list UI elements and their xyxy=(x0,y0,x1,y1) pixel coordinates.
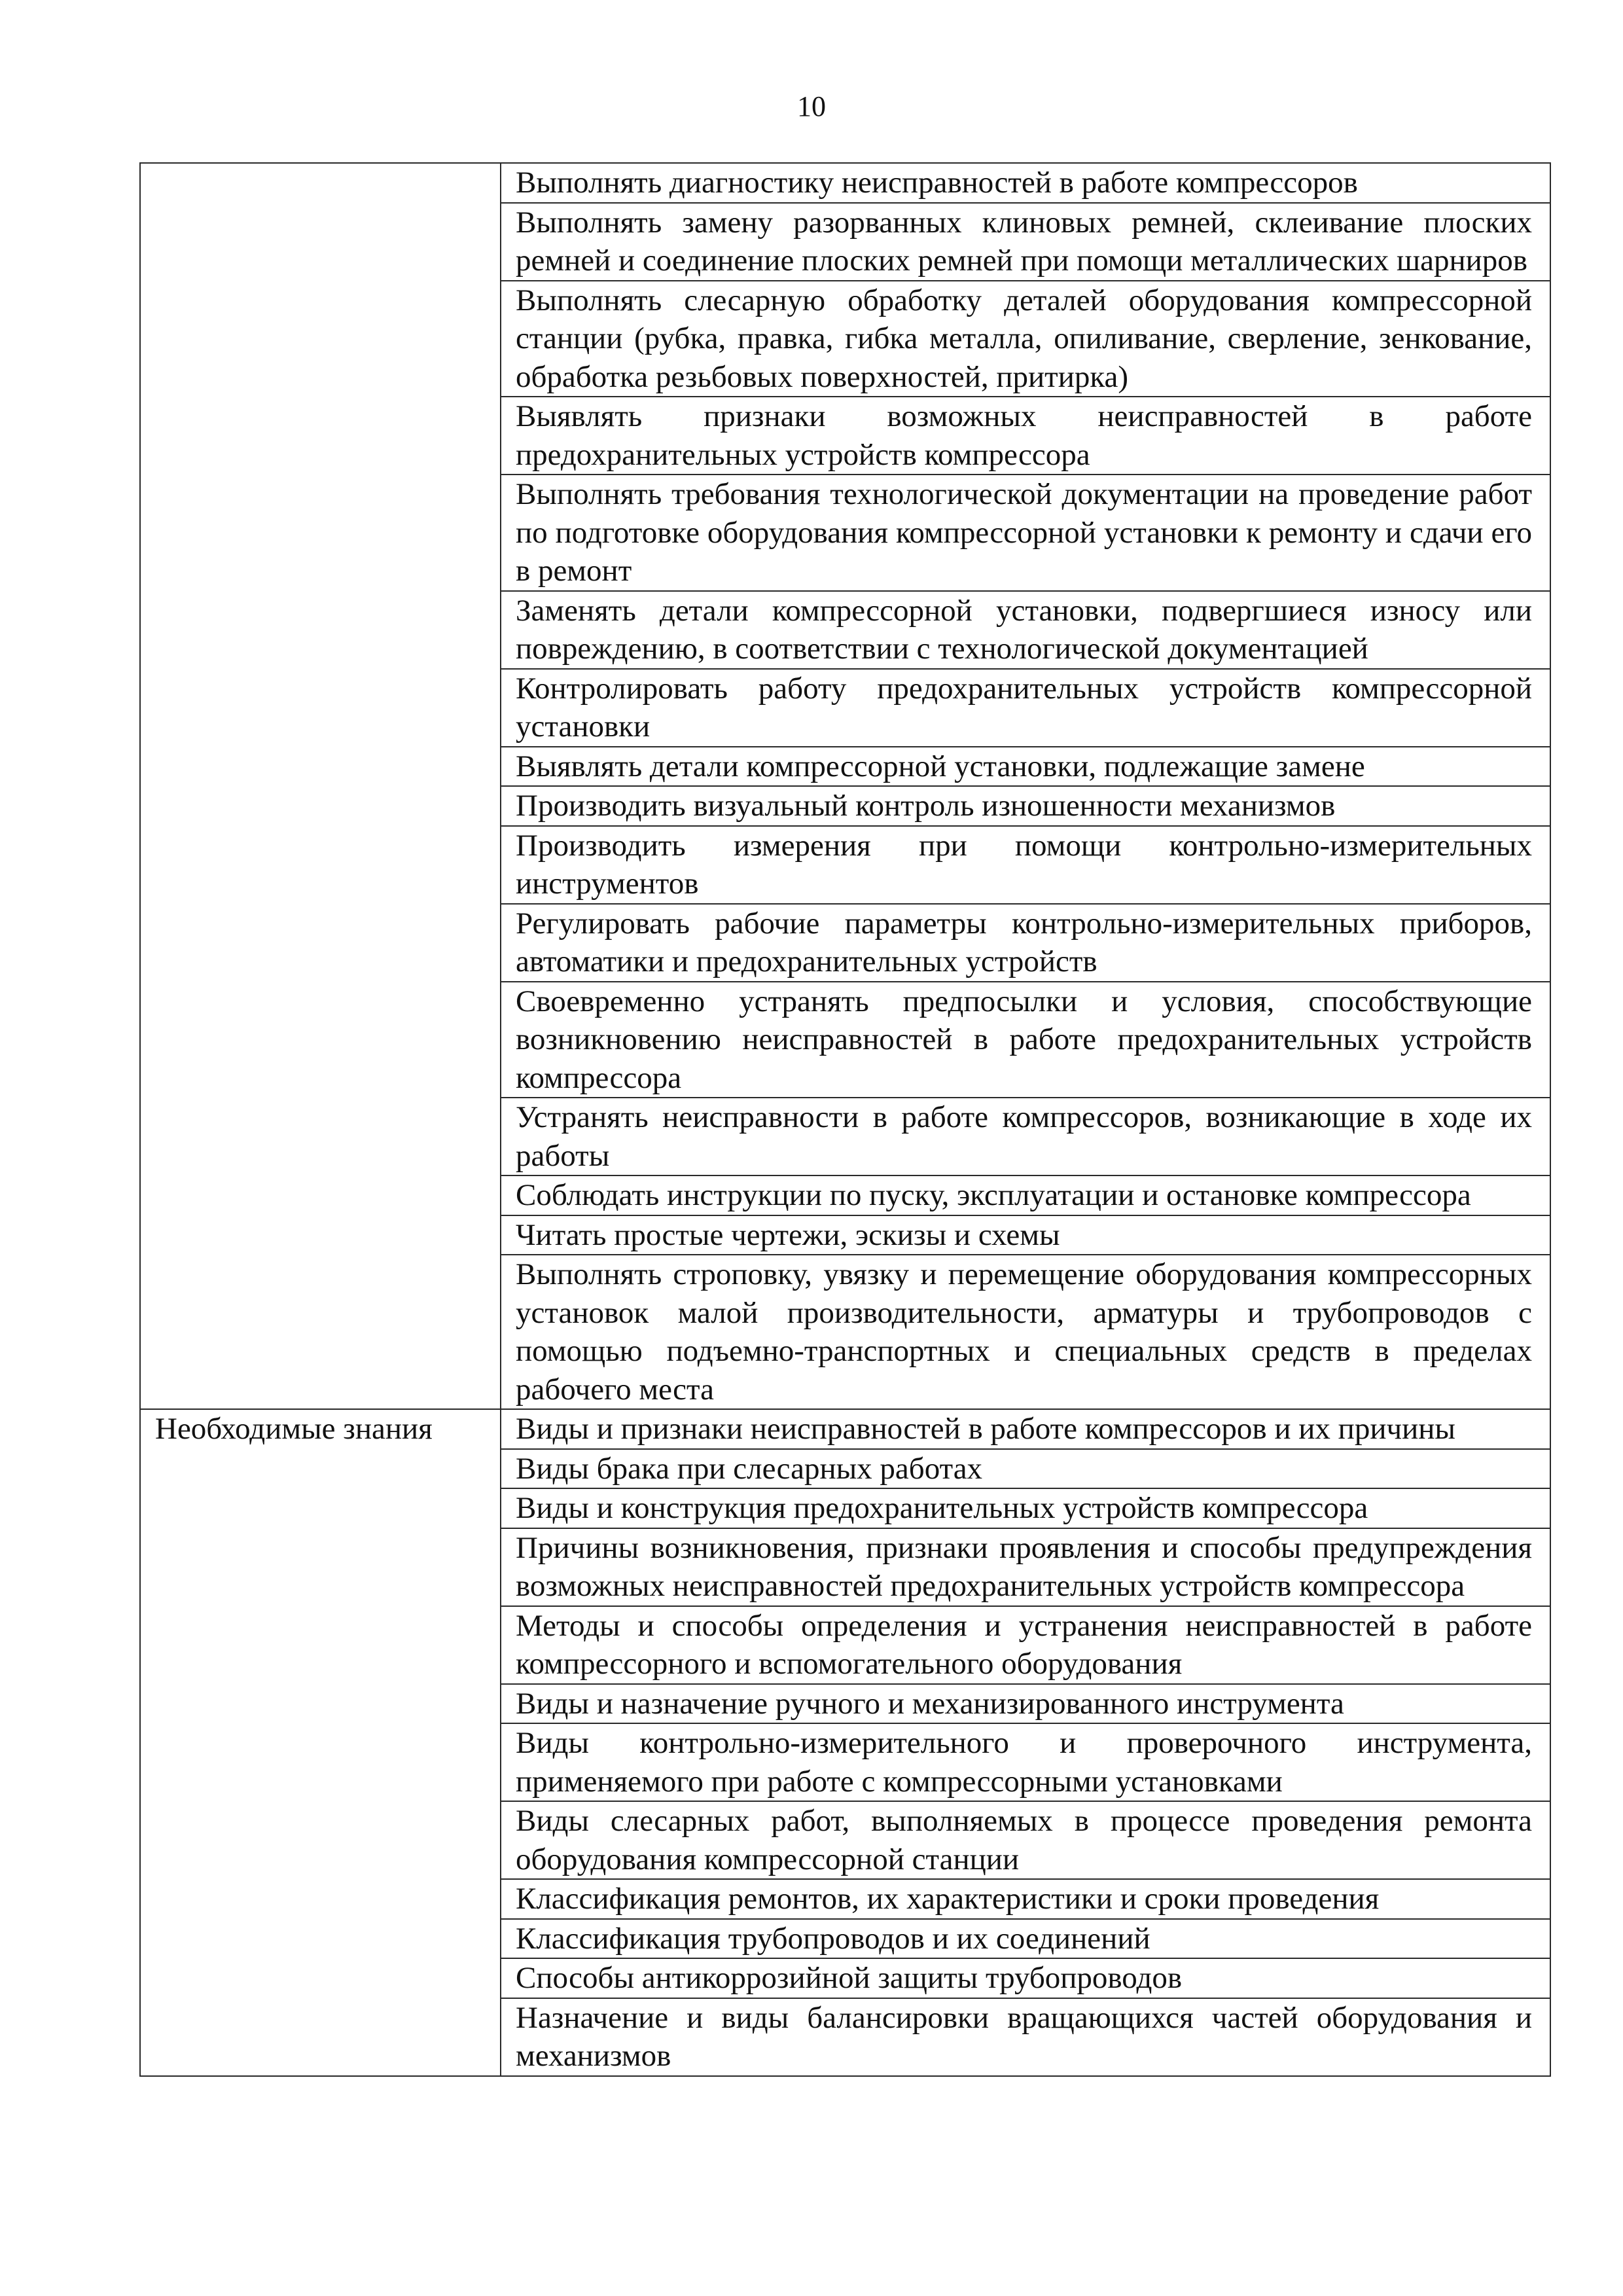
skill-item: Своевременно устранять предпосылки и условия, способствующие возникновению неисправностей в работе предохранительных устройств компрессора xyxy=(501,982,1550,1098)
table-row xyxy=(140,163,1550,203)
skill-item: Выявлять признаки возможных неисправностей в работе предохранительных устройств компрессора xyxy=(501,397,1550,475)
page-number: 10 xyxy=(797,90,826,122)
knowledge-item: Виды слесарных работ, выполняемых в процессе проведения ремонта оборудования компрессорной станции xyxy=(501,1801,1550,1879)
skill-item: Заменять детали компрессорной установки, подвергшиеся износу или повреждению, в соответствии с технологической документацией xyxy=(501,591,1550,669)
knowledge-item: Виды и назначение ручного и механизированного инструмента xyxy=(501,1684,1550,1724)
skills-knowledge-table xyxy=(139,162,1551,2077)
skill-item: Регулировать рабочие параметры контрольно-измерительных приборов, автоматики и предохранительных устройств xyxy=(501,904,1550,982)
skill-item: Устранять неисправности в работе компрессоров, возникающие в ходе их работы xyxy=(501,1098,1550,1175)
knowledge-item: Классификация ремонтов, их характеристики и сроки проведения xyxy=(501,1879,1550,1919)
knowledge-item: Виды и конструкция предохранительных устройств компрессора xyxy=(501,1488,1550,1528)
skill-item: Выполнять слесарную обработку деталей оборудования компрессорной станции (рубка, правка, гибка металла, опиливание, сверление, зенкование, обработка резьбовых поверхностей, притирка) xyxy=(501,281,1550,397)
skill-item: Выявлять детали компрессорной установки, подлежащие замене xyxy=(501,747,1550,787)
knowledge-item: Виды контрольно-измерительного и проверочного инструмента, применяемого при работе с компрессорными установками xyxy=(501,1723,1550,1801)
skill-item: Производить измерения при помощи контрольно-измерительных инструментов xyxy=(501,826,1550,904)
table-row xyxy=(140,1409,1550,1449)
skill-item: Выполнять диагностику неисправностей в работе компрессоров xyxy=(501,163,1550,203)
knowledge-item: Виды брака при слесарных работах xyxy=(501,1449,1550,1489)
skill-item: Читать простые чертежи, эскизы и схемы xyxy=(501,1215,1550,1255)
skill-item: Производить визуальный контроль изношенности механизмов xyxy=(501,786,1550,826)
knowledge-item: Способы антикоррозийной защиты трубопроводов xyxy=(501,1958,1550,1998)
knowledge-item: Причины возникновения, признаки проявления и способы предупреждения возможных неисправностей предохранительных устройств компрессора xyxy=(501,1528,1550,1606)
skill-item: Выполнять строповку, увязку и перемещение оборудования компрессорных установок малой производительности, арматуры и трубопроводов с помощью подъемно-транспортных и специальных средств в пределах рабочего места xyxy=(501,1255,1550,1409)
skill-item: Выполнять замену разорванных клиновых ремней, склеивание плоских ремней и соединение плоских ремней при помощи металлических шарниров xyxy=(501,203,1550,281)
skill-item: Контролировать работу предохранительных устройств компрессорной установки xyxy=(501,669,1550,747)
skill-item: Соблюдать инструкции по пуску, эксплуатации и остановке компрессора xyxy=(501,1175,1550,1215)
knowledge-item: Назначение и виды балансировки вращающихся частей оборудования и механизмов xyxy=(501,1998,1550,2076)
knowledge-item: Классификация трубопроводов и их соединений xyxy=(501,1919,1550,1959)
knowledge-label-cell: Необходимые знания xyxy=(140,1409,501,2076)
knowledge-item: Виды и признаки неисправностей в работе компрессоров и их причины xyxy=(501,1409,1550,1449)
skills-label-cell xyxy=(140,163,501,1409)
knowledge-item: Методы и способы определения и устранения неисправностей в работе компрессорного и вспомогательного оборудования xyxy=(501,1606,1550,1684)
skill-item: Выполнять требования технологической документации на проведение работ по подготовке оборудования компрессорной установки к ремонту и сдачи его в ремонт xyxy=(501,475,1550,591)
